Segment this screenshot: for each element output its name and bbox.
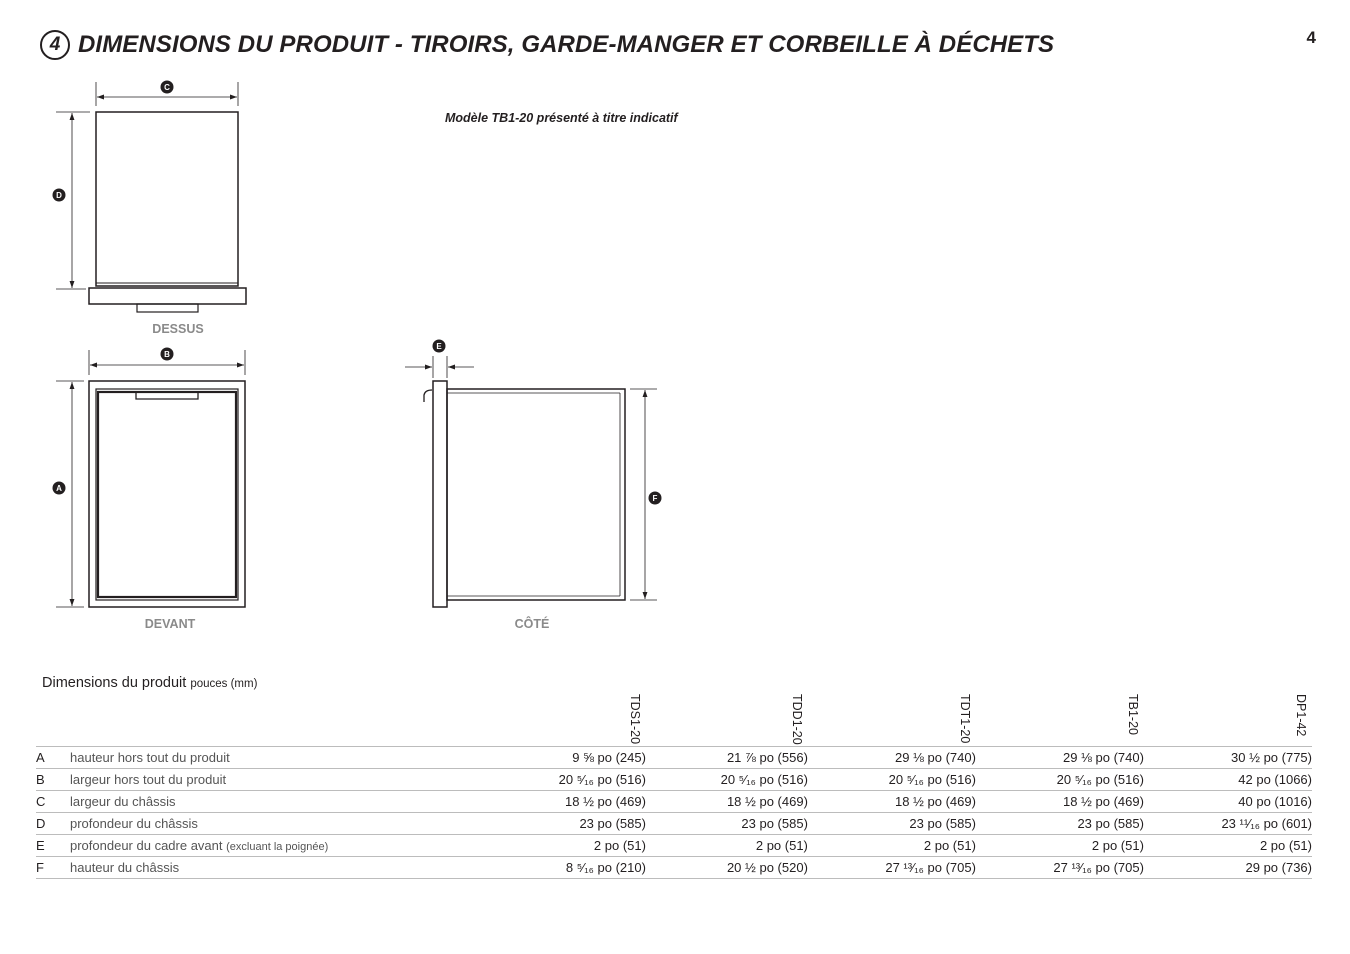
svg-text:A: A — [56, 484, 62, 493]
model-note: Modèle TB1-20 présenté à titre indicatif — [445, 111, 678, 125]
svg-text:E: E — [436, 342, 442, 351]
row-letter: B — [36, 769, 70, 791]
column-header: DP1-42 — [1294, 694, 1308, 737]
table-cell: 18 ½ po (469) — [976, 791, 1144, 813]
table-cell: 30 ½ po (775) — [1144, 747, 1312, 769]
column-header: TDD1-20 — [789, 694, 804, 745]
table-cell: 2 po (51) — [1144, 835, 1312, 857]
table-row — [36, 857, 1312, 879]
table-cell: 20 ½ po (520) — [646, 857, 808, 879]
table-cell: 20 ⁵⁄₁₆ po (516) — [808, 769, 976, 791]
table-cell: 27 ¹³⁄₁₆ po (705) — [808, 857, 976, 879]
svg-text:B: B — [164, 350, 170, 359]
badge-e — [433, 340, 446, 353]
table-cell: 40 po (1016) — [1144, 791, 1312, 813]
label-front-view: DEVANT — [144, 617, 196, 631]
badge-d — [53, 189, 66, 202]
side-view-drawing — [405, 356, 657, 607]
badge-a — [53, 482, 66, 495]
table-cell: 9 ⅝ po (245) — [484, 747, 646, 769]
row-label: profondeur du cadre avant (excluant la poignée) — [70, 835, 484, 857]
table-cell: 29 ⅛ po (740) — [976, 747, 1144, 769]
table-cell: 18 ½ po (469) — [484, 791, 646, 813]
row-letter: D — [36, 813, 70, 835]
row-label: profondeur du châssis — [70, 813, 484, 835]
table-cell: 18 ½ po (469) — [808, 791, 976, 813]
row-label: hauteur hors tout du produit — [70, 747, 484, 769]
svg-text:D: D — [56, 191, 62, 200]
table-cell: 23 po (585) — [646, 813, 808, 835]
table-title-text: Dimensions du produit — [42, 675, 187, 691]
table-row — [36, 813, 1312, 835]
section-number: 4 — [40, 30, 70, 60]
table-header-row — [36, 688, 1312, 747]
table-cell: 8 ⁵⁄₁₆ po (210) — [484, 857, 646, 879]
column-header: TB1-20 — [1125, 694, 1140, 735]
label-top-view: DESSUS — [152, 322, 204, 336]
row-label: hauteur du châssis — [70, 857, 484, 879]
table-cell: 2 po (51) — [976, 835, 1144, 857]
table-cell: 29 po (736) — [1144, 857, 1312, 879]
front-view-drawing — [56, 350, 245, 607]
table-cell: 42 po (1066) — [1144, 769, 1312, 791]
table-row — [36, 791, 1312, 813]
badge-c — [161, 81, 174, 94]
table-cell: 23 po (585) — [976, 813, 1144, 835]
table-unit: pouces (mm) — [190, 678, 258, 690]
table-cell: 29 ⅛ po (740) — [808, 747, 976, 769]
table-row — [36, 747, 1312, 769]
table-cell: 2 po (51) — [484, 835, 646, 857]
table-row — [36, 769, 1312, 791]
svg-text:F: F — [652, 494, 658, 503]
top-view-drawing — [56, 82, 246, 312]
row-label: largeur hors tout du produit — [70, 769, 484, 791]
dimensions-table — [36, 688, 1312, 879]
table-cell: 20 ⁵⁄₁₆ po (516) — [484, 769, 646, 791]
row-letter: A — [36, 747, 70, 769]
page-number: 4 — [1306, 28, 1316, 47]
table-cell: 23 po (585) — [808, 813, 976, 835]
table-cell: 21 ⅞ po (556) — [646, 747, 808, 769]
table-cell: 27 ¹³⁄₁₆ po (705) — [976, 857, 1144, 879]
label-side-view: CÔTÉ — [514, 617, 550, 631]
table-cell: 23 po (585) — [484, 813, 646, 835]
table-cell: 2 po (51) — [808, 835, 976, 857]
table-cell: 20 ⁵⁄₁₆ po (516) — [976, 769, 1144, 791]
page-title: DIMENSIONS DU PRODUIT - TIROIRS, GARDE-MANGER ET CORBEILLE À DÉCHETS — [78, 31, 1055, 58]
table-cell: 23 ¹¹⁄₁₆ po (601) — [1144, 813, 1312, 835]
row-letter: E — [36, 835, 70, 857]
row-label: largeur du châssis — [70, 791, 484, 813]
row-letter: F — [36, 857, 70, 879]
table-cell: 18 ½ po (469) — [646, 791, 808, 813]
badge-b — [161, 348, 174, 361]
column-header: TDT1-20 — [957, 694, 972, 744]
table-row — [36, 835, 1312, 857]
row-letter: C — [36, 791, 70, 813]
column-header: TDS1-20 — [627, 694, 642, 745]
table-cell: 20 ⁵⁄₁₆ po (516) — [646, 769, 808, 791]
badge-f — [649, 492, 662, 505]
svg-text:C: C — [164, 83, 170, 92]
table-cell: 2 po (51) — [646, 835, 808, 857]
